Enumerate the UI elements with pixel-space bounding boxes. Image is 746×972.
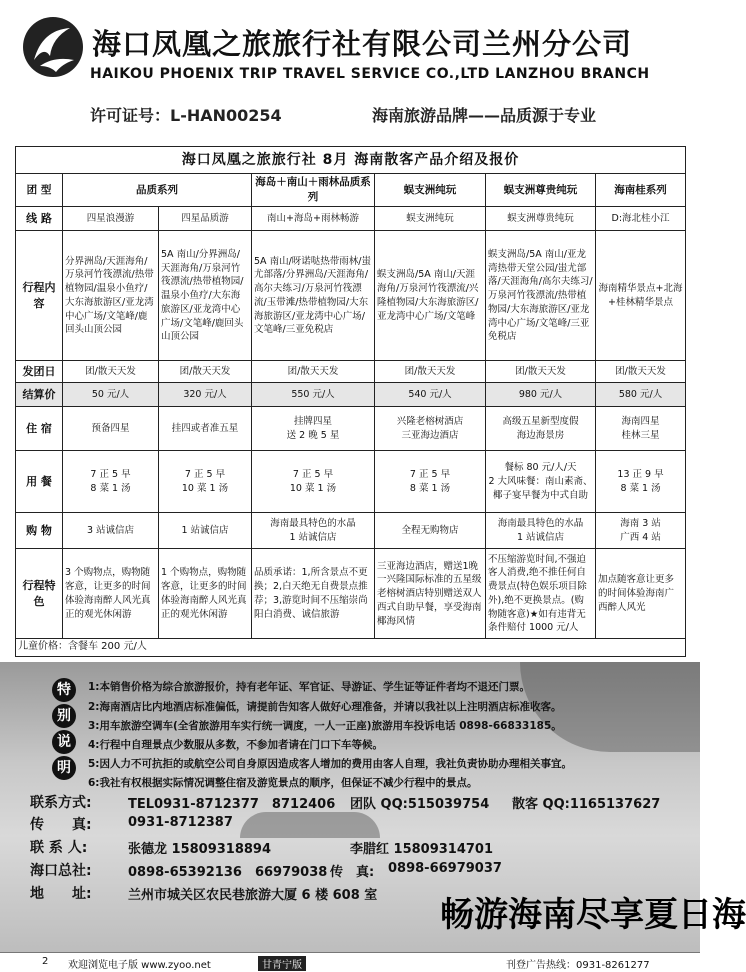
table-cell: 餐标 80 元/人/天 2 大风味餐：南山素斋、椰子宴早餐为中式自助 [486, 451, 596, 513]
table-cell: 高级五星新型度假 海边海景房 [486, 407, 596, 451]
fax-label: 传 真: [30, 817, 92, 833]
row-header-tour-type: 团 型 [16, 174, 63, 207]
hq-tel: 0898-65392136 66979038 [128, 865, 328, 880]
table-cell: 四星品质游 [159, 207, 252, 231]
table-cell: 7 正 5 早 8 菜 1 汤 [375, 451, 486, 513]
table-cell: 兴隆老榕树酒店 三亚海边酒店 [375, 407, 486, 451]
contact-tel: TEL0931-8712377 8712406 [128, 797, 336, 812]
table-cell: 7 正 5 早 10 菜 1 汤 [159, 451, 252, 513]
notice-line: 5:因人力不可抗拒的或航空公司自身原因造成客人增加的费用由客人自理，我社负责协助办理相关事宜。 [88, 758, 573, 770]
table-cell: 3 个购物点，购物随客意，让更多的时间体验海南醉人风光真正的观光休闲游 [63, 549, 159, 639]
row-label-route: 线 路 [16, 207, 63, 231]
table-cell: D:海北桂小江 [596, 207, 686, 231]
table-cell: 四星浪漫游 [63, 207, 159, 231]
table-cell: 3 站诚信店 [63, 513, 159, 549]
table-cell: 全程无购物店 [375, 513, 486, 549]
contact-group-qq: 团队 QQ:515039754 [350, 797, 490, 812]
table-cell: 挂四或者准五星 [159, 407, 252, 451]
contact-method-label: 联系方式: [30, 795, 92, 811]
table-cell: 蜈支洲岛/5A 南山/天涯海角/万泉河竹筏漂流/兴隆植物园/大东海旅游区/亚龙湾中心广场/文笔峰 [375, 231, 486, 361]
table-cell: 1 个购物点，购物随客意，让更多的时间体验海南醉人风光真正的观光休闲游 [159, 549, 252, 639]
table-cell: 团/散天天发 [159, 361, 252, 383]
child-price-note: 儿童价格：含餐车 200 元/人 [16, 639, 686, 657]
notice-badge: 特 [52, 678, 76, 702]
contact-person-label: 联 系 人: [30, 840, 88, 856]
table-cell: 海南最具特色的水晶 1 站诚信店 [252, 513, 375, 549]
table-cell-price: 580 元/人 [596, 383, 686, 407]
contact-fax: 0931-8712387 [128, 815, 233, 830]
table-cell: 三亚海边酒店，赠送1晚一兴隆国际标准的五星级老榕树酒店特别赠送双人西式自助早餐，享受海南椰海风情 [375, 549, 486, 639]
table-cell: 蜈支洲纯玩 [375, 207, 486, 231]
table-cell: 蜈支洲岛/5A 南山/亚龙湾热带天堂公园/蚩尤部落/天涯海角/高尔夫练习/万泉河竹筏漂流/热带植物园/大东海旅游区/亚龙湾中心广场/文笔峰/三亚免税店 [486, 231, 596, 361]
row-label-price: 结算价 [16, 383, 63, 407]
contact-person-1: 张德龙 15809318894 [128, 842, 272, 857]
table-cell: 加点随客意让更多的时间体验海南广西醉人风光 [596, 549, 686, 639]
table-cell: 团/散天天发 [63, 361, 159, 383]
table-cell: 不压缩游览时间,不强迫客人消费,绝不推任何自费景点(特色娱乐项目除外),绝不更换景点。(购物随客意)★如有违背无条件赔付 1000 元/人 [486, 549, 596, 639]
notice-line: 4:行程中自理景点少数服从多数，不参加者请在门口下车等候。 [88, 739, 384, 751]
company-name-cn: 海口凤凰之旅旅行社有限公司兰州分公司 [92, 27, 633, 61]
table-cell: 团/散天天发 [486, 361, 596, 383]
table-cell: 海南 3 站 广西 4 站 [596, 513, 686, 549]
table-cell-price: 50 元/人 [63, 383, 159, 407]
row-label-highlights: 行程特色 [16, 549, 63, 639]
table-cell: 7 正 5 早 8 菜 1 汤 [63, 451, 159, 513]
umbrella-silhouette [240, 812, 380, 838]
hq-label: 海口总社: [30, 863, 92, 879]
row-label-shopping: 购 物 [16, 513, 63, 549]
table-cell: 品质承诺：1,所含景点不更换；2,白天绝无自费景点推荐；3,游览时间不压缩崇尚阳白消费、诚信旅游 [252, 549, 375, 639]
header-slogan: 海南旅游品牌——品质源于专业 [372, 106, 597, 125]
notice-badge: 明 [52, 756, 76, 780]
row-label-itinerary: 行程内容 [16, 231, 63, 361]
table-cell: 南山+海岛+雨林畅游 [252, 207, 375, 231]
table-cell: 分界洲岛/天涯海角/万泉河竹筏漂流/热带植物园/温泉小鱼疗/大东海旅游区/亚龙湾中心广场/文笔峰/鹿回头山顶公园 [63, 231, 159, 361]
table-cell: 5A 南山/呀诺哒热带雨林/蚩尤部落/分界洲岛/天涯海角/高尔夫练习/万泉河竹筏漂流/玉带滩/热带植物园/大东海旅游区/亚龙湾中心广场/文笔峰/三亚免税店 [252, 231, 375, 361]
notice-line: 2:海南酒店比内地酒店标准偏低，请提前告知客人做好心理准备，并请以我社以上注明酒店标准收客。 [88, 701, 562, 713]
table-cell: 海南精华景点+北海+桂林精华景点 [596, 231, 686, 361]
table-cell: 5A 南山/分界洲岛/天涯海角/万泉河竹筏漂流/热带植物园/温泉小鱼疗/大东海旅游区/亚龙湾中心广场/文笔峰/鹿回头山顶公园 [159, 231, 252, 361]
phoenix-logo-icon [22, 16, 84, 78]
col-wuzhizhou: 蜈支洲纯玩 [375, 174, 486, 207]
contact-retail-qq: 散客 QQ:1165137627 [512, 797, 661, 812]
table-cell: 团/散天天发 [252, 361, 375, 383]
summer-slogan: 畅游海南尽享夏日海 [440, 895, 746, 935]
notice-badge: 说 [52, 730, 76, 754]
col-hainan-guilin: 海南桂系列 [596, 174, 686, 207]
table-cell: 蜈支洲尊贵纯玩 [486, 207, 596, 231]
table-cell: 13 正 9 早 8 菜 1 汤 [596, 451, 686, 513]
table-cell-price: 540 元/人 [375, 383, 486, 407]
table-cell: 7 正 5 早 10 菜 1 汤 [252, 451, 375, 513]
license-number: 许可证号：L-HAN00254 [90, 106, 282, 125]
page-header [0, 0, 700, 140]
hq-fax-label: 传 真: [330, 865, 375, 880]
table-cell-price: 550 元/人 [252, 383, 375, 407]
table-cell: 预备四星 [63, 407, 159, 451]
notice-and-contact-section [0, 662, 746, 952]
row-label-departure: 发团日 [16, 361, 63, 383]
notice-line: 3:用车旅游空调车(全省旅游用车实行统一调度，一人一正座)旅游用车投诉电话 0898-66833185。 [88, 720, 562, 732]
table-cell: 1 站诚信店 [159, 513, 252, 549]
table-cell-price: 980 元/人 [486, 383, 596, 407]
table-cell: 团/散天天发 [375, 361, 486, 383]
page-number: 2 [42, 956, 49, 967]
col-wuzhizhou-premium: 蜈支洲尊贵纯玩 [486, 174, 596, 207]
table-title: 海口凤凰之旅旅行社 8月 海南散客产品介绍及报价 [16, 147, 686, 174]
footer-site-note: 欢迎浏览电子版 www.zyoo.net [68, 960, 211, 971]
contact-person-2: 李腊红 15809314701 [350, 842, 494, 857]
company-name-en: HAIKOU PHOENIX TRIP TRAVEL SERVICE CO.,LTD LANZHOU BRANCH [90, 66, 650, 82]
row-label-hotel: 住 宿 [16, 407, 63, 451]
table-cell-price: 320 元/人 [159, 383, 252, 407]
table-cell: 挂牌四星 送 2 晚 5 星 [252, 407, 375, 451]
price-table [15, 146, 685, 661]
page-footer [0, 952, 700, 972]
col-island-nanshan: 海岛＋南山＋雨林品质系列 [252, 174, 375, 207]
ad-hotline: 刊登广告热线：0931-8261277 [506, 960, 650, 971]
row-label-meals: 用 餐 [16, 451, 63, 513]
notice-badge: 别 [52, 704, 76, 728]
table-cell: 海南最具特色的水晶 1 站诚信店 [486, 513, 596, 549]
notice-line: 1:本销售价格为综合旅游报价，持有老年证、军官证、导游证、学生证等证件者均不退还门票。 [88, 681, 531, 693]
table-cell: 团/散天天发 [596, 361, 686, 383]
table-cell: 海南四星 桂林三星 [596, 407, 686, 451]
address-label: 地 址: [30, 886, 92, 902]
col-quality-series: 品质系列 [63, 174, 252, 207]
contact-address: 兰州市城关区农民巷旅游大厦 6 楼 608 室 [128, 888, 378, 903]
hq-fax: 0898-66979037 [388, 861, 502, 876]
edition-tag: 甘青宁版 [258, 956, 306, 971]
notice-line: 6:我社有权根据实际情况调整住宿及游览景点的顺序，但保证不减少行程中的景点。 [88, 777, 478, 789]
